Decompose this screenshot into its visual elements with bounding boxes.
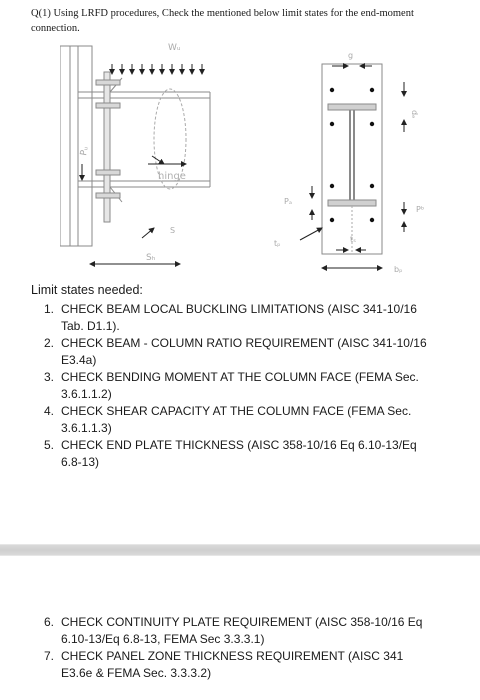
item-text: CHECK BEAM LOCAL BUCKLING LIMITATIONS (AISC 341-10/16 Tab. D1.1). [61,302,417,333]
page-divider [0,544,480,556]
beam-flange-bottom [328,200,376,206]
front-view [322,64,382,254]
tp-leader [300,228,322,240]
end-plate-front [322,64,382,254]
item-text: CHECK END PLATE THICKNESS (AISC 358-10/16 Eq 6.10-13/Eq 6.8-13) [61,438,417,469]
item-number: 1. [44,302,55,316]
limit-states-list-continued [44,614,429,682]
beam-flange-top [328,104,376,110]
question-text: Q(1) Using LRFD procedures, Check the mentioned below limit states for the end-moment connection. [31,8,414,34]
distributed-load [112,64,202,74]
ts-label: tₛ [350,235,357,244]
column-web [70,46,78,246]
limit-states-list [44,301,429,471]
bp-label: bₚ [394,265,403,274]
bolt [96,80,120,85]
g-label: g [348,51,354,60]
list-item [44,614,429,648]
bolt [96,103,120,108]
item-number: 5. [44,438,55,452]
de-label: dₑ [410,110,419,119]
tp-label: tₚ [274,239,281,248]
list-item [44,437,429,471]
list-item [44,335,429,369]
pb-label: Pᵇ [416,205,425,214]
sh-label: Sₕ [146,253,156,263]
column-flange-left [60,46,70,246]
item-number: 7. [44,649,55,663]
bolt [96,193,120,198]
item-number: 6. [44,615,55,629]
end-plate [104,72,110,222]
bolt-hole [370,184,374,188]
bolt-hole [370,88,374,92]
item-number: 4. [44,404,55,418]
bolt-hole [330,184,334,188]
item-text: CHECK PANEL ZONE THICKNESS REQUIREMENT (AISC 341 E3.6e & FEMA Sec. 3.3.3.2) [61,649,404,680]
shear-label: Pᵤ [79,145,91,157]
list-item [44,369,429,403]
bolt-hole [330,88,334,92]
bolt-hole [330,218,334,222]
pfo-label: Pₐ [284,197,292,206]
item-text: CHECK BENDING MOMENT AT THE COLUMN FACE (FEMA Sec. 3.6.1.1.2) [61,370,419,401]
limit-states-heading: Limit states needed: [31,283,143,297]
connection-diagram [60,36,440,276]
item-text: CHECK CONTINUITY PLATE REQUIREMENT (AISC 358-10/16 Eq 6.10-13/Eq 6.8-13, FEMA Sec 3.3.3.1) [61,615,423,646]
list-item [44,648,429,682]
bolt [96,170,120,175]
side-elevation [60,46,210,246]
item-number: 3. [44,370,55,384]
item-text: CHECK SHEAR CAPACITY AT THE COLUMN FACE (FEMA Sec. 3.6.1.1.3) [61,404,412,435]
bolt-hole [330,122,334,126]
bolt-hole [370,218,374,222]
item-number: 2. [44,336,55,350]
hinge-label: hinge [158,171,186,182]
item-text: CHECK BEAM - COLUMN RATIO REQUIREMENT (AISC 341-10/16 E3.4a) [61,336,427,367]
load-label: Wᵤ [168,43,181,53]
list-item [44,301,429,335]
bolt-hole [370,122,374,126]
list-item [44,403,429,437]
s-label: S [170,226,176,235]
